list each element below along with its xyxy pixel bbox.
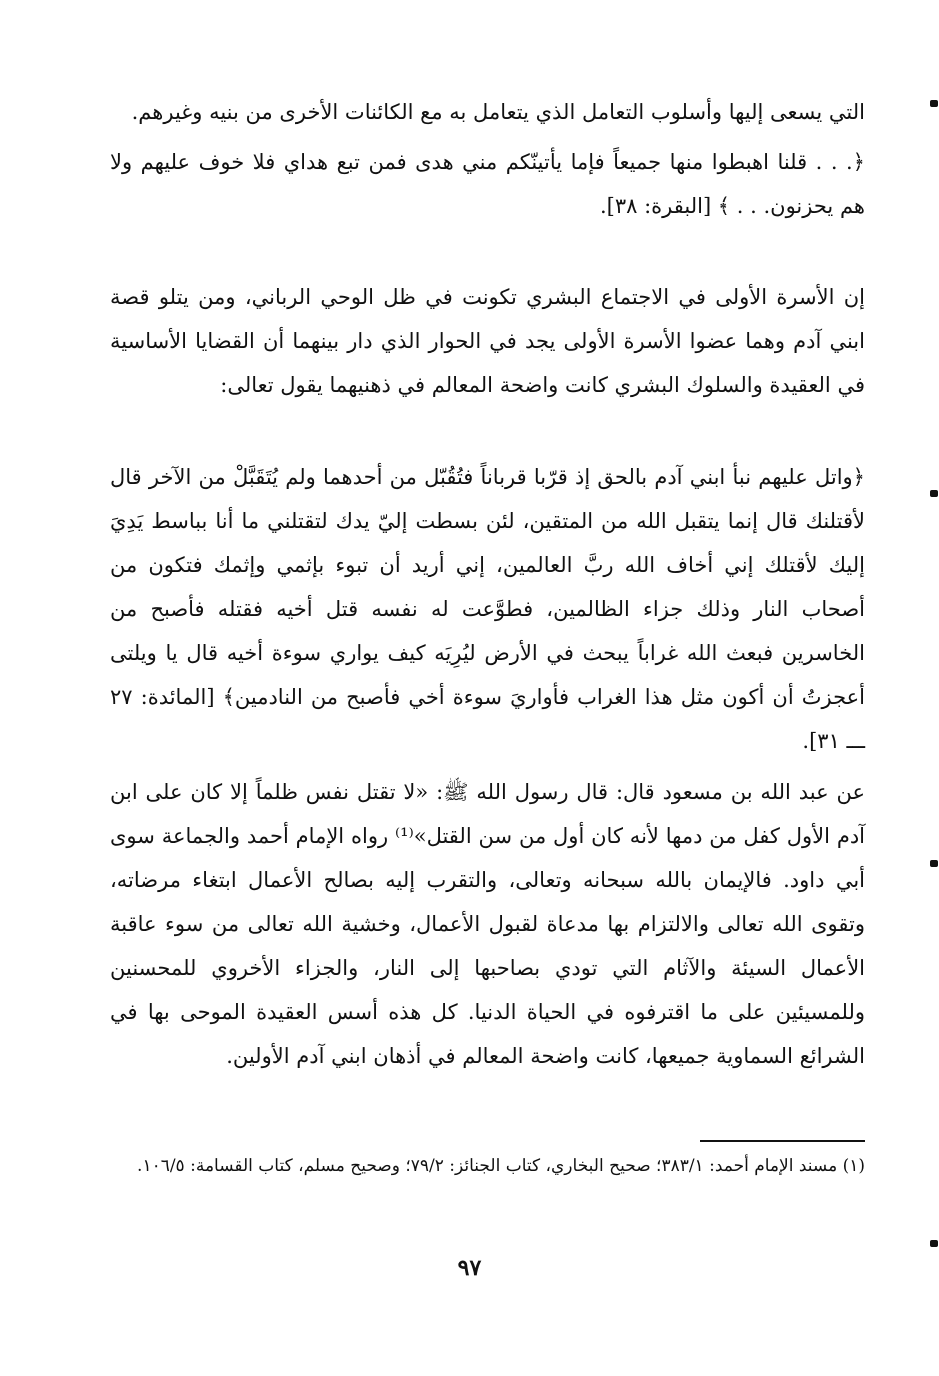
quran-quote-maida: ﴿واتل عليهم نبأ ابني آدم بالحق إذ قرّبا قرباناً فتُقُبّل من أحدهما ولم يُتَقَبَّلْ من الآخر قال لأقتلنك قال إنما يتقبل الله من المتقين، لئن بسطت إليّ يدك لتقتلني ما أنا بباسط يَدِيَ إليك لأقتلك إني أخاف الله ربَّ العالمين، إني أريد أن تبوء بإثمي وإثمك فتكون من أصحاب النار وذلك جزاء الظالمين، فطوَّعت له نفسه قتل أخيه فقتله فأصبح من الخاسرين فبعث الله غراباً يبحث في الأرض ليُرِيَه كيف يواري سوءة أخيه قال يا ويلتى أعجزتُ أن أكون مثل هذا الغراب فأواريَ سوءة أخي فأصبح من النادمين﴾ [المائدة: ٢٧ ـــ ٣١]. [110,465,865,753]
quran-quote-baqara: ﴿. . . قلنا اهبطوا منها جميعاً فإما يأتينّكم مني هدى فمن تبع هداي فلا خوف عليهم ولا هم يحزنون. . . ﴾ [البقرة: ٣٨]. [110,150,865,218]
text-block-hadith [110,770,865,1084]
paragraph-hadith: عن عبد الله بن مسعود قال: قال رسول الله ﷺ: «لا تقتل نفس ظلماً إلا كان على ابن آدم الأول كفل من دمها لأنه كان أول من سن القتل»⁽¹⁾ رواه الإمام أحمد والجماعة سوى أبي داود. فالإيمان بالله سبحانه وتعالى، والتقرب إليه بصالح الأعمال ابتغاء مرضاته، وتقوى الله تعالى والالتزام بها مدعاة لقبول الأعمال، وخشية الله تعالى من سوء عاقبة الأعمال السيئة والآثام التي تودي بصاحبها إلى النار، والجزاء الأخروي للمحسنين وللمسيئين على ما اقترفوه في الحياة الدنيا. كل هذه أسس العقيدة الموحى بها في الشرائع السماوية جميعها، كانت واضحة المعالم في أذهان ابني آدم الأولين. [110,780,866,1068]
paragraph-continuation: التي يسعى إليها وأسلوب التعامل الذي يتعامل به مع الكائنات الأخرى من بنيه وغيرهم. [131,100,865,124]
margin-mark [930,860,938,867]
footnote: (١) مسند الإمام أحمد: ٣٨٣/١؛ صحيح البخاري، كتاب الجنائز: ٧٩/٢؛ وصحيح مسلم، كتاب القسامة: ١٠٦/٥. [137,1156,865,1176]
page-number: ٩٧ [457,1255,482,1281]
text-block-top [110,90,865,234]
margin-mark [930,1240,938,1247]
margin-mark [930,490,938,497]
paragraph-first-family: إن الأسرة الأولى في الاجتماع البشري تكونت في ظل الوحي الرباني، ومن يتلو قصة ابني آدم وهما عضوا الأسرة الأولى يجد في الحوار الذي دار بينهما أن القضايا الأساسية في العقيدة والسلوك البشري كانت واضحة المعالم في ذهنيهما يقول تعالى: [110,285,865,397]
text-block-quote-maida [110,455,865,769]
margin-mark [930,100,938,107]
text-block-family [110,275,865,413]
footnote-divider [700,1140,865,1142]
